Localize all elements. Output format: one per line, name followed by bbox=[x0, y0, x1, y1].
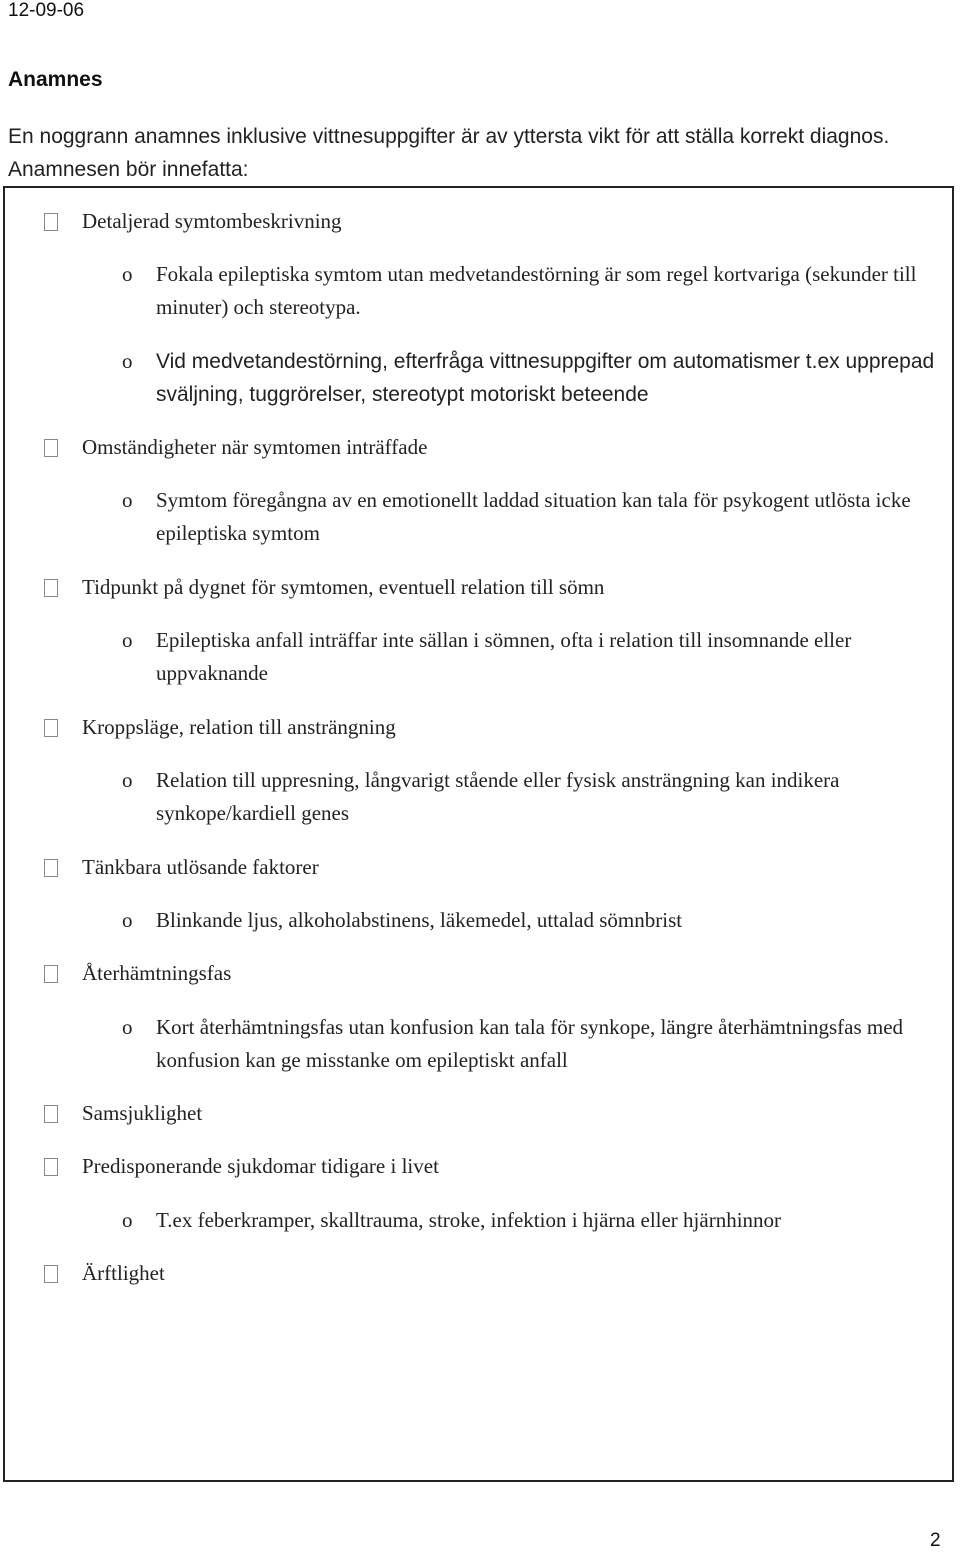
sub-bullet-icon: o bbox=[122, 488, 133, 512]
list-item-label: Tidpunkt på dygnet för symtomen, eventuell relation till sömn bbox=[82, 575, 605, 599]
sub-list-item-text: T.ex feberkramper, skalltrauma, stroke, infektion i hjärna eller hjärnhinnor bbox=[156, 1208, 782, 1232]
bullet-box-icon bbox=[44, 579, 58, 597]
sub-list-item-text: Blinkande ljus, alkoholabstinens, läkemedel, uttalad sömnbrist bbox=[156, 908, 683, 932]
bullet-box-icon bbox=[44, 859, 58, 877]
page-number: 2 bbox=[930, 1530, 941, 1551]
sub-bullet-icon: o bbox=[122, 628, 133, 652]
list-item-label: Återhämtningsfas bbox=[82, 961, 232, 985]
bullet-box-icon bbox=[44, 1265, 58, 1283]
sub-bullet-icon: o bbox=[122, 349, 133, 373]
intro-paragraph: En noggrann anamnes inklusive vittnesuppgifter är av yttersta vikt för att ställa korrekt diagnos. Anamnesen bör innefatta: bbox=[8, 125, 890, 181]
bullet-box-icon bbox=[44, 719, 58, 737]
list-item-label: Detaljerad symtombeskrivning bbox=[82, 209, 342, 233]
sub-list-item-text: Kort återhämtningsfas utan konfusion kan tala för synkope, längre återhämtningsfas med konfusion kan ge misstanke om epileptiskt anfall bbox=[156, 1015, 904, 1072]
sub-list-item-text: Epileptiska anfall inträffar inte sällan i sömnen, ofta i relation till insomnande eller uppvaknande bbox=[156, 628, 852, 685]
bullet-box-icon bbox=[44, 1158, 58, 1176]
sub-bullet-icon: o bbox=[122, 1015, 133, 1039]
sub-list-item-text: Vid medvetandestörning, efterfråga vittnesuppgifter om automatismer t.ex upprepad sväljning, tuggrörelser, stereotypt motoriskt beteende bbox=[156, 350, 935, 406]
list-item-label: Tänkbara utlösande faktorer bbox=[82, 855, 319, 879]
page-date: 12-09-06 bbox=[8, 0, 85, 21]
sub-bullet-icon: o bbox=[122, 768, 133, 792]
sub-bullet-icon: o bbox=[122, 1208, 133, 1232]
sub-list-item-text: Symtom föregångna av en emotionellt laddad situation kan tala för psykogent utlösta icke epileptiska symtom bbox=[156, 488, 911, 545]
sub-bullet-icon: o bbox=[122, 262, 133, 286]
sub-list-item-text: Fokala epileptiska symtom utan medvetandestörning är som regel kortvariga (sekunder till minuter) och stereotypa. bbox=[156, 262, 917, 319]
content-box-top-border bbox=[3, 186, 954, 188]
sub-bullet-icon: o bbox=[122, 908, 133, 932]
list-item-label: Ärftlighet bbox=[82, 1261, 165, 1285]
list-item-label: Kroppsläge, relation till ansträngning bbox=[82, 715, 396, 739]
list-item-label: Samsjuklighet bbox=[82, 1101, 203, 1125]
sub-list-item-text: Relation till uppresning, långvarigt stående eller fysisk ansträngning kan indikera synkope/kardiell genes bbox=[156, 768, 840, 825]
section-heading: Anamnes bbox=[8, 68, 103, 91]
list-item-label: Predisponerande sjukdomar tidigare i livet bbox=[82, 1154, 439, 1178]
bullet-box-icon bbox=[44, 439, 58, 457]
bullet-box-icon bbox=[44, 965, 58, 983]
list-item-label: Omständigheter när symtomen inträffade bbox=[82, 435, 428, 459]
bullet-box-icon bbox=[44, 213, 58, 231]
bullet-box-icon bbox=[44, 1105, 58, 1123]
